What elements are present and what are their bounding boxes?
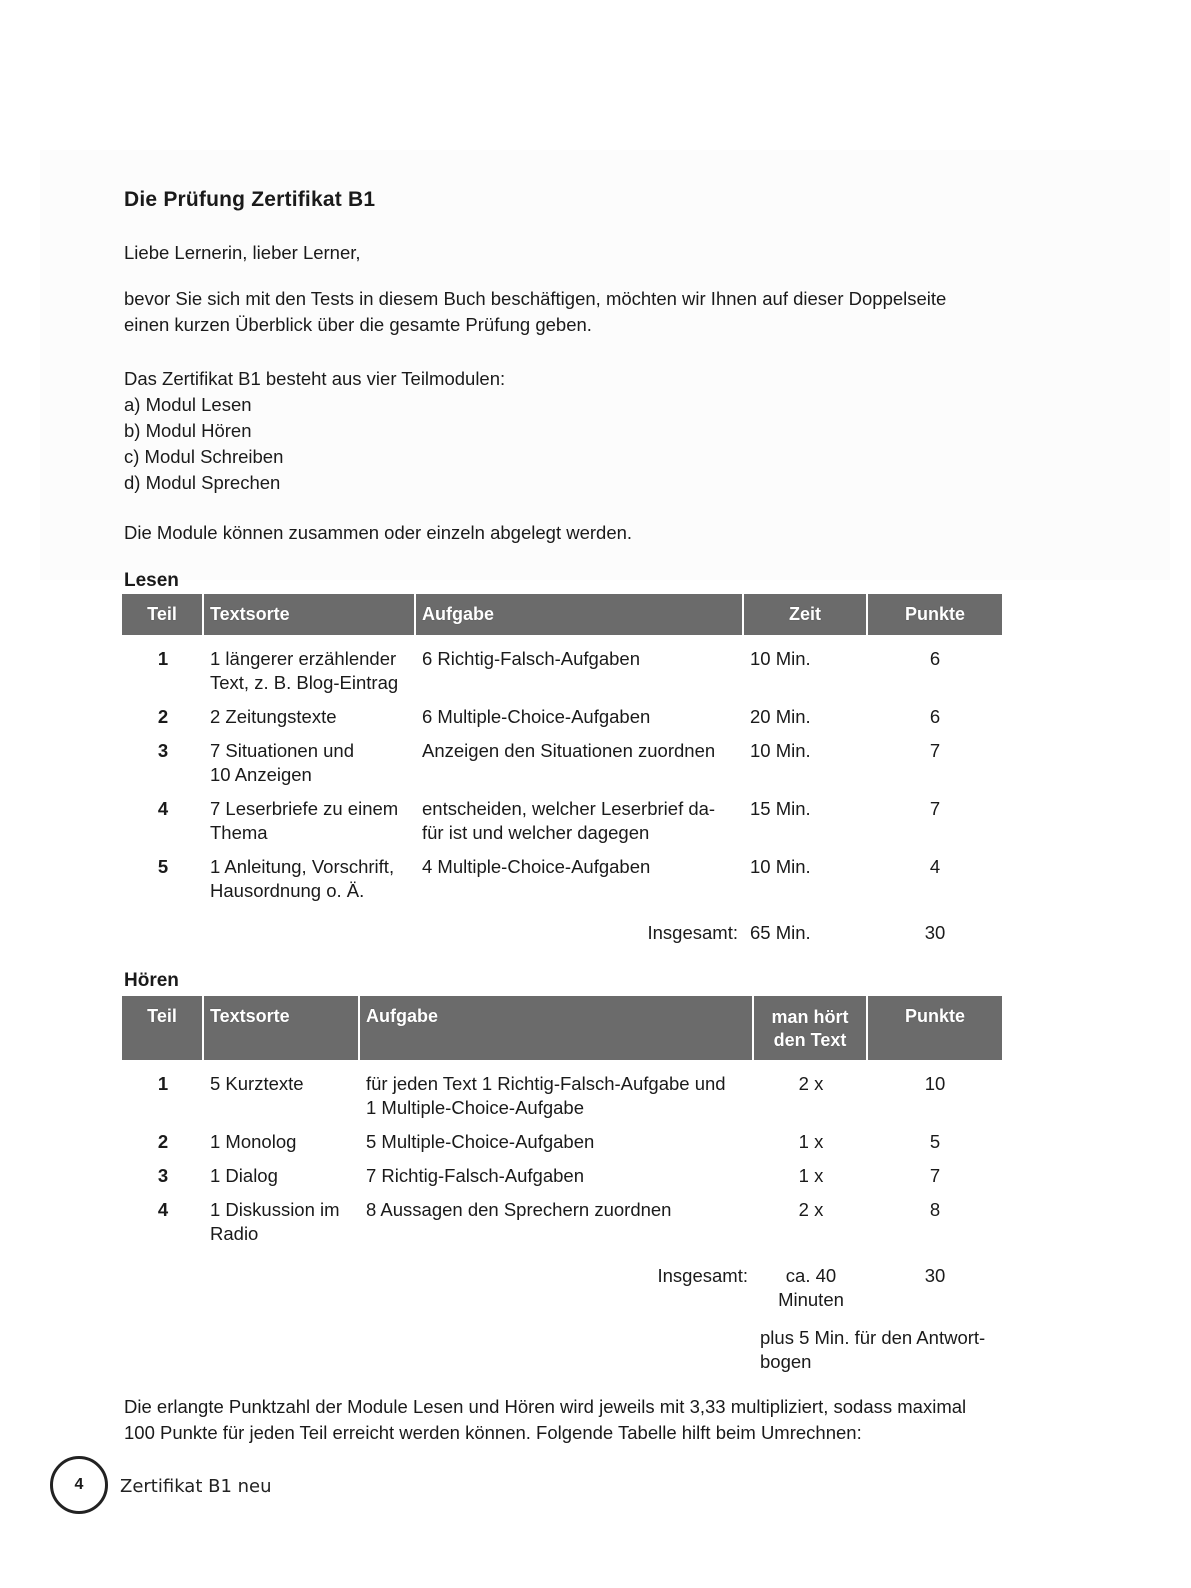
- cell-aufgabe: Anzeigen den Situationen zuordnen: [422, 740, 716, 761]
- module-item: a) Modul Lesen: [124, 394, 252, 415]
- cell-zeit: 10 Min.: [750, 856, 811, 877]
- section-heading-hoeren: Hören: [124, 970, 179, 991]
- cell-aufgabe: 5 Multiple-Choice-Aufgaben: [366, 1131, 595, 1152]
- column-header-man-hoert: man hört den Text: [754, 996, 868, 1060]
- page-number-badge: 4: [50, 1456, 108, 1514]
- table-header-row: [122, 594, 1002, 635]
- cell-hoert: 1 x: [798, 1165, 824, 1186]
- cell-aufgabe: 4 Multiple-Choice-Aufgaben: [422, 856, 651, 877]
- cell-zeit: 20 Min.: [750, 706, 811, 727]
- cell-teil: 5: [157, 856, 169, 877]
- cell-zeit: 10 Min.: [750, 648, 811, 669]
- column-header-teil: Teil: [122, 996, 204, 1060]
- intro-paragraph: [124, 286, 1014, 338]
- table-row: [122, 643, 1002, 701]
- cell-aufgabe: entscheiden, welcher Leserbrief da- für ist und welcher dagegen: [422, 798, 716, 843]
- cell-textsorte: 7 Leserbriefe zu einem Thema: [210, 798, 399, 843]
- table-row: [122, 735, 1002, 793]
- module-item: d) Modul Sprechen: [124, 472, 281, 493]
- column-header-punkte: Punkte: [868, 996, 1002, 1060]
- closing-line: Die erlangte Punktzahl der Module Lesen und Hören wird jeweils mit 3,33 multipliziert, sodass maximal: [124, 1396, 967, 1417]
- cell-textsorte: 7 Situationen und 10 Anzeigen: [210, 740, 355, 785]
- table-row: [122, 851, 1002, 909]
- cell-teil: 2: [157, 706, 169, 727]
- cell-textsorte: 1 längerer erzählender Text, z. B. Blog-Eintrag: [210, 648, 399, 693]
- footer-book-title: Zertifikat B1 neu: [120, 1476, 272, 1497]
- closing-paragraph: [124, 1394, 1014, 1446]
- cell-aufgabe: 6 Richtig-Falsch-Aufgaben: [422, 648, 640, 669]
- total-zeit: ca. 40 Minuten: [778, 1265, 844, 1310]
- table-header-row: [122, 996, 1002, 1060]
- column-header-textsorte: Textsorte: [204, 594, 416, 635]
- column-header-zeit: Zeit: [744, 594, 868, 635]
- table-row: [122, 1126, 1002, 1160]
- column-header-textsorte: Textsorte: [204, 996, 360, 1060]
- column-header-aufgabe: Aufgabe: [360, 996, 754, 1060]
- cell-punkte: 7: [929, 798, 941, 819]
- cell-hoert: 1 x: [798, 1131, 824, 1152]
- cell-aufgabe: 7 Richtig-Falsch-Aufgaben: [366, 1165, 584, 1186]
- total-label: Insgesamt:: [647, 922, 738, 943]
- intro-line: bevor Sie sich mit den Tests in diesem Buch beschäftigen, möchten wir Ihnen auf dieser Doppelseite: [124, 288, 947, 309]
- total-zeit: 65 Min.: [750, 922, 811, 943]
- page-title: Die Prüfung Zertifikat B1: [124, 188, 376, 211]
- cell-punkte: 7: [929, 1165, 941, 1186]
- cell-teil: 1: [157, 1073, 169, 1094]
- extra-note-row: [122, 1318, 1002, 1380]
- total-punkte: 30: [924, 1265, 946, 1286]
- cell-textsorte: 1 Diskussion im Radio: [210, 1199, 340, 1244]
- cell-aufgabe: für jeden Text 1 Richtig-Falsch-Aufgabe und 1 Multiple-Choice-Aufgabe: [366, 1073, 726, 1118]
- cell-textsorte: 2 Zeitungstexte: [210, 706, 337, 727]
- cell-teil: 3: [157, 1165, 169, 1186]
- cell-aufgabe: 8 Aussagen den Sprechern zuordnen: [366, 1199, 672, 1220]
- cell-textsorte: 1 Monolog: [210, 1131, 297, 1152]
- table-row: [122, 793, 1002, 851]
- cell-punkte: 4: [929, 856, 941, 877]
- cell-textsorte: 5 Kurztexte: [210, 1073, 304, 1094]
- cell-punkte: 6: [929, 706, 941, 727]
- cell-punkte: 8: [929, 1199, 941, 1220]
- cell-aufgabe: 6 Multiple-Choice-Aufgaben: [422, 706, 651, 727]
- closing-line: 100 Punkte für jeden Teil erreicht werden können. Folgende Tabelle hilft beim Umrechnen:: [124, 1422, 862, 1443]
- total-punkte: 30: [924, 922, 946, 943]
- hoeren-table: [122, 996, 1002, 1380]
- cell-hoert: 2 x: [798, 1199, 824, 1220]
- lesen-table: [122, 594, 1002, 951]
- page-background: [40, 150, 1170, 580]
- table-row: [122, 701, 1002, 735]
- intro-line: einen kurzen Überblick über die gesamte Prüfung geben.: [124, 314, 592, 335]
- cell-teil: 2: [157, 1131, 169, 1152]
- cell-teil: 4: [157, 798, 169, 819]
- greeting: Liebe Lernerin, lieber Lerner,: [124, 242, 361, 263]
- column-header-aufgabe: Aufgabe: [416, 594, 744, 635]
- section-heading-lesen: Lesen: [124, 570, 179, 591]
- cell-zeit: 10 Min.: [750, 740, 811, 761]
- cell-textsorte: 1 Dialog: [210, 1165, 278, 1186]
- cell-punkte: 7: [929, 740, 941, 761]
- column-header-punkte: Punkte: [868, 594, 1002, 635]
- cell-textsorte: 1 Anleitung, Vorschrift, Hausordnung o. Ä.: [210, 856, 395, 901]
- cell-punkte: 6: [929, 648, 941, 669]
- modules-note: Die Module können zusammen oder einzeln abgelegt werden.: [124, 522, 633, 543]
- modules-list: [124, 366, 1014, 496]
- total-row: [122, 1252, 1002, 1318]
- cell-punkte: 5: [929, 1131, 941, 1152]
- cell-teil: 3: [157, 740, 169, 761]
- cell-hoert: 2 x: [798, 1073, 824, 1094]
- module-item: c) Modul Schreiben: [124, 446, 284, 467]
- total-label: Insgesamt:: [657, 1265, 748, 1286]
- cell-punkte: 10: [924, 1073, 946, 1094]
- cell-zeit: 15 Min.: [750, 798, 811, 819]
- column-header-teil: Teil: [122, 594, 204, 635]
- cell-teil: 1: [157, 648, 169, 669]
- table-row: [122, 1194, 1002, 1252]
- cell-teil: 4: [157, 1199, 169, 1220]
- table-row: [122, 1160, 1002, 1194]
- table-row: [122, 1068, 1002, 1126]
- extra-note: plus 5 Min. für den Antwort- bogen: [760, 1327, 986, 1372]
- total-row: [122, 909, 1002, 951]
- modules-intro: Das Zertifikat B1 besteht aus vier Teilmodulen:: [124, 368, 506, 389]
- module-item: b) Modul Hören: [124, 420, 252, 441]
